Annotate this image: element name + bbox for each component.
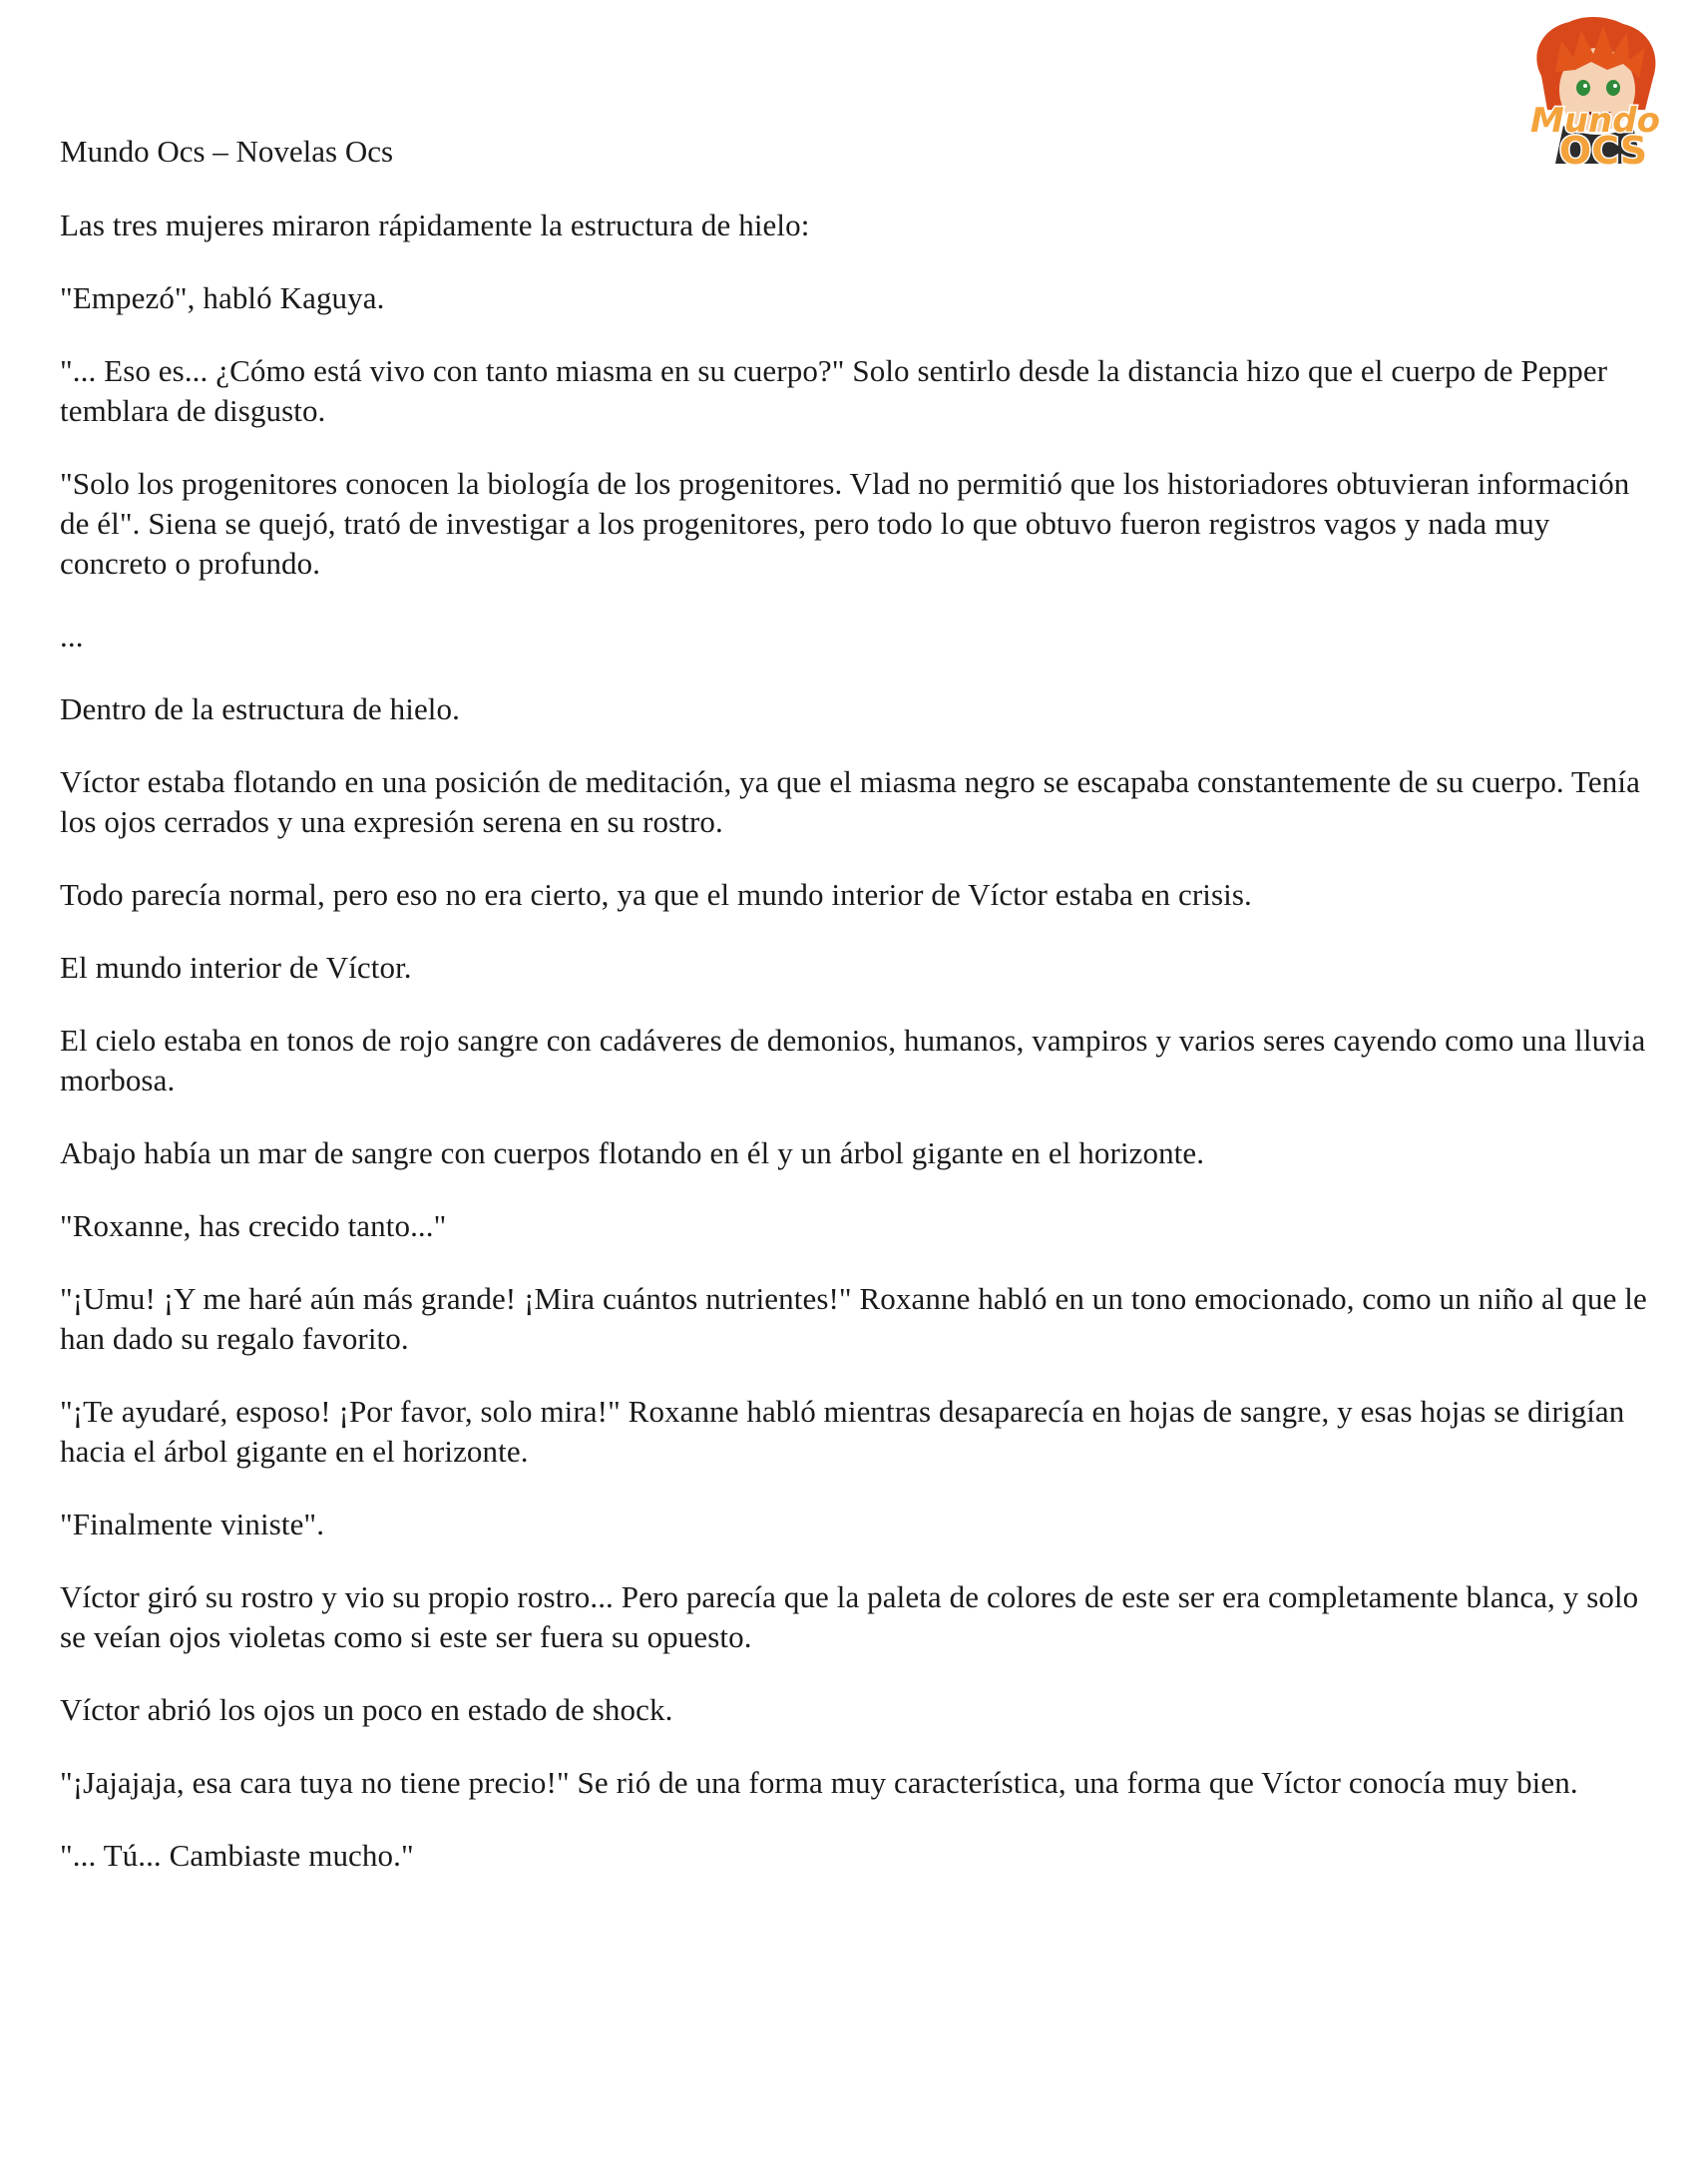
paragraph: Víctor abrió los ojos un poco en estado de shock. [60, 1692, 673, 1727]
logo-text-line2: OCS [1558, 129, 1648, 173]
paragraph: Dentro de la estructura de hielo. [60, 691, 460, 726]
paragraph: "¡Umu! ¡Y me haré aún más grande! ¡Mira cuántos nutrientes!" Roxanne habló en un tono emocionado, como un niño al que le han dado su regalo favorito. [60, 1281, 1647, 1356]
paragraph: "Solo los progenitores conocen la biología de los progenitores. Vlad no permitió que los historiadores obtuvieran información de él". Siena se quejó, trató de investigar a los progenitores, pero todo lo que obtuvo fueron registros vagos y nada muy concreto o profundo. [60, 466, 1630, 581]
paragraph: "Empezó", habló Kaguya. [60, 280, 385, 315]
paragraph: "... Eso es... ¿Cómo está vivo con tanto miasma en su cuerpo?" Solo sentirlo desde la distancia hizo que el cuerpo de Pepper temblara de disgusto. [60, 353, 1608, 428]
paragraph: "Roxanne, has crecido tanto..." [60, 1208, 447, 1243]
paragraph: "... Tú... Cambiaste mucho." [60, 1838, 414, 1873]
paragraph: Todo parecía normal, pero eso no era cierto, ya que el mundo interior de Víctor estaba en crisis. [60, 877, 1252, 912]
paragraph: Abajo había un mar de sangre con cuerpos flotando en él y un árbol gigante en el horizonte. [60, 1135, 1205, 1170]
logo-text-line1: Mundo [1530, 101, 1660, 141]
paragraph: El mundo interior de Víctor. [60, 950, 412, 985]
paragraph: "¡Te ayudaré, esposo! ¡Por favor, solo mira!" Roxanne habló mientras desaparecía en hojas de sangre, y esas hojas se dirigían hacia el árbol gigante en el horizonte. [60, 1394, 1625, 1469]
paragraph: Víctor estaba flotando en una posición de meditación, ya que el miasma negro se escapaba constantemente de su cuerpo. Tenía los ojos cerrados y una expresión serena en su rostro. [60, 764, 1640, 839]
paragraph: Víctor giró su rostro y vio su propio rostro... Pero parecía que la paleta de colores de este ser era completamente blanca, y solo se veían ojos violetas como si este ser fuera su opuesto. [60, 1579, 1639, 1654]
paragraph: "Finalmente viniste". [60, 1507, 325, 1541]
document-body [60, 132, 1656, 1909]
paragraph-ellipsis: ... [60, 619, 84, 654]
paragraph: El cielo estaba en tonos de rojo sangre con cadáveres de demonios, humanos, vampiros y varios seres cayendo como una lluvia morbosa. [60, 1023, 1646, 1097]
document-header: Mundo Ocs – Novelas Ocs [60, 134, 394, 169]
paragraph: "¡Jajajaja, esa cara tuya no tiene precio!" Se rió de una forma muy característica, una forma que Víctor conocía muy bien. [60, 1765, 1578, 1800]
paragraph: Las tres mujeres miraron rápidamente la estructura de hielo: [60, 208, 810, 242]
